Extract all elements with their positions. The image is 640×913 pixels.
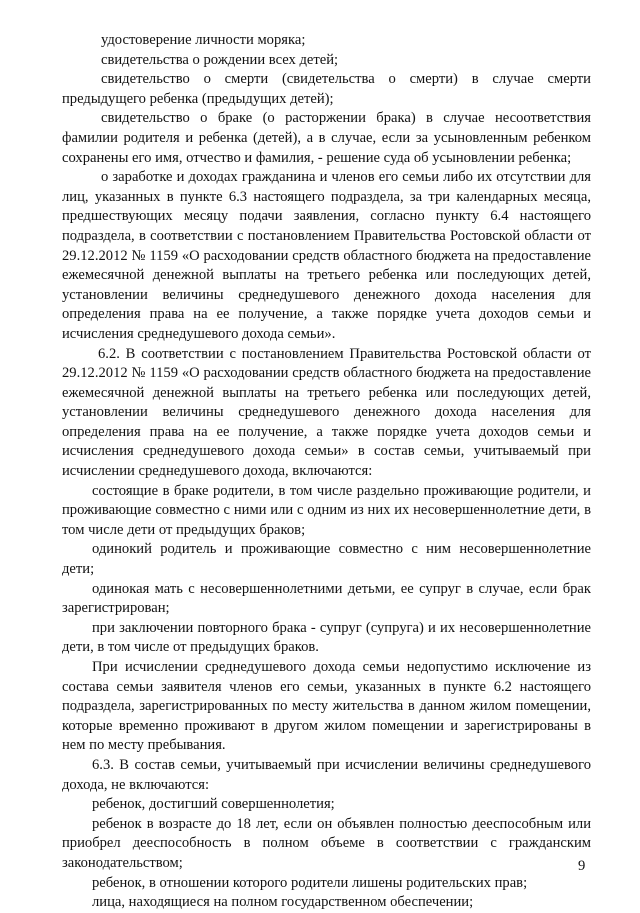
paragraph-birth-certificates: свидетельства о рождении всех детей; xyxy=(101,51,339,68)
document-page xyxy=(62,31,591,913)
paragraph-exclusion-rule: При исчислении среднедушевого дохода семьи недопустимо исключение из состава семьи заявителя членов его семьи, указанных в пункте 6.2 настоящего подраздела, зарегистрированных по месту жительства в данном жилом помещении, которые временно проживают в другом жилом помещении и зарегистрированы в нем по месту пребывания. xyxy=(62,659,591,754)
paragraph-section-6-3: 6.3. В состав семьи, учитываемый при исчислении величины среднедушевого дохода, не включаются: xyxy=(62,756,591,793)
page-number: 9 xyxy=(578,858,586,874)
paragraph-emancipated-child: ребенок в возрасте до 18 лет, если он объявлен полностью дееспособным или приобрел дееспособность в полном объеме в соответствии с гражданским законодательством; xyxy=(62,815,591,871)
paragraph-section-6-2: 6.2. В соответствии с постановлением Правительства Ростовской области от 29.12.2012 № 1159 «О расходовании средств областного бюджета на предоставление ежемесячной денежной выплаты на третьего ребенка или последующих детей, установлении величины среднедушевого денежного дохода населения для определения права на ее получение, а также порядке учета доходов семьи и исчисления среднедушевого дохода семьи» в состав семьи, учитываемый при исчислении среднедушевого дохода, включаются: xyxy=(62,345,591,480)
paragraph-single-mother: одинокая мать с несовершеннолетними детьми, ее супруг в случае, если брак зарегистрирован; xyxy=(62,580,591,617)
paragraph-adult-child: ребенок, достигший совершеннолетия; xyxy=(92,796,335,813)
paragraph-single-parent: одинокий родитель и проживающие совместно с ним несовершеннолетние дети; xyxy=(62,541,591,578)
paragraph-state-support: лица, находящиеся на полном государственном обеспечении; xyxy=(92,894,474,911)
paragraph-income-info: о заработке и доходах гражданина и членов его семьи либо их отсутствии для лиц, указанных в пункте 6.3 настоящего подраздела, за три календарных месяца, предшествующих месяцу подачи заявления, согласно пункту 6.4 настоящего подраздела, в соответствии с постановлением Правительства Ростовской области от 29.12.2012 № 1159 «О расходовании средств областного бюджета на предоставление ежемесячной денежной выплаты на третьего ребенка или последующих детей, установлении величины среднедушевого денежного дохода населения для определения права на ее получение, а также порядке учета доходов семьи и исчисления среднедушевого дохода семьи». xyxy=(62,169,591,342)
paragraph-death-certificate: свидетельство о смерти (свидетельства о смерти) в случае смерти предыдущего ребенка (предыдущих детей); xyxy=(62,71,591,107)
paragraph-marriage-certificate: свидетельство о браке (о расторжении брака) в случае несоответствия фамилии родителя и ребенка (детей), а в случае, если за усыновленным ребенком сохранены его имя, отчество и фамилия, - решение суда об усыновлении ребенка; xyxy=(62,110,591,166)
paragraph-married-parents: состоящие в браке родители, в том числе раздельно проживающие родители, и проживающие совместно с ними или с одним из них их несовершеннолетние дети, в том числе дети от предыдущих браков; xyxy=(62,482,591,538)
paragraph-remarriage: при заключении повторного брака - супруг (супруга) и их несовершеннолетние дети, в том числе от предыдущих браков. xyxy=(62,619,591,656)
paragraph-seaman-id: удостоверение личности моряка; xyxy=(101,32,306,48)
paragraph-parental-rights: ребенок, в отношении которого родители лишены родительских прав; xyxy=(92,874,528,891)
